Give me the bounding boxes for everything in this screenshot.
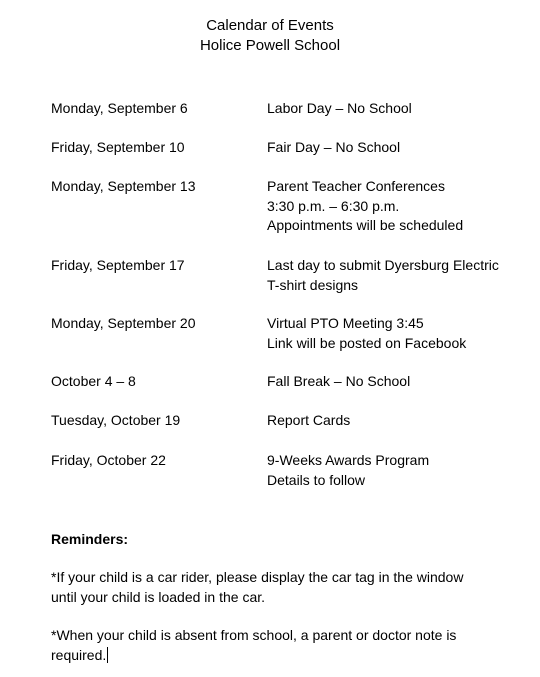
event-detail-line: Fair Day – No School xyxy=(267,139,401,155)
reminder-line-last[interactable] xyxy=(51,646,511,666)
reminder-line-text: required. xyxy=(51,646,107,663)
reminder-item xyxy=(51,626,511,665)
title-line-school: Holice Powell School xyxy=(199,37,341,54)
reminder-line: *If your child is a car rider, please display the car tag in the window xyxy=(51,569,464,585)
title-line-calendar: Calendar of Events xyxy=(206,17,334,34)
event-date: Monday, September 6 xyxy=(51,100,188,116)
event-detail-line: Appointments will be scheduled xyxy=(267,217,464,233)
event-date: Monday, September 20 xyxy=(51,315,196,331)
reminders-heading: Reminders: xyxy=(51,531,129,547)
event-date: Friday, September 17 xyxy=(51,257,185,273)
event-details xyxy=(267,256,499,295)
event-detail-line: 3:30 p.m. – 6:30 p.m. xyxy=(267,197,400,214)
event-date: Friday, October 22 xyxy=(51,452,166,468)
event-details xyxy=(267,451,429,490)
reminder-line: until your child is loaded in the car. xyxy=(51,588,266,605)
reminder-item xyxy=(51,568,511,607)
event-detail-line: Fall Break – No School xyxy=(267,373,411,389)
event-detail-line: T-shirt designs xyxy=(267,276,359,293)
event-detail-line: Report Cards xyxy=(267,412,351,428)
event-details xyxy=(267,411,350,431)
document-title xyxy=(0,16,540,56)
event-detail-line: Last day to submit Dyersburg Electric xyxy=(267,257,499,273)
event-date: Tuesday, October 19 xyxy=(51,412,181,428)
event-detail-line: Details to follow xyxy=(267,471,366,488)
event-detail-line: Labor Day – No School xyxy=(267,100,412,116)
event-details xyxy=(267,99,412,119)
reminder-line: *When your child is absent from school, a parent or doctor note is xyxy=(51,627,457,643)
event-detail-line: 9-Weeks Awards Program xyxy=(267,452,430,468)
text-cursor xyxy=(107,647,108,663)
event-details xyxy=(267,138,400,158)
event-detail-line: Link will be posted on Facebook xyxy=(267,334,467,351)
event-date: October 4 – 8 xyxy=(51,373,136,389)
event-date: Friday, September 10 xyxy=(51,139,185,155)
event-detail-line: Parent Teacher Conferences xyxy=(267,178,445,194)
event-date: Monday, September 13 xyxy=(51,178,196,194)
event-details xyxy=(267,177,463,236)
event-details xyxy=(267,372,410,392)
event-details xyxy=(267,314,466,353)
event-detail-line: Virtual PTO Meeting 3:45 xyxy=(267,315,424,331)
